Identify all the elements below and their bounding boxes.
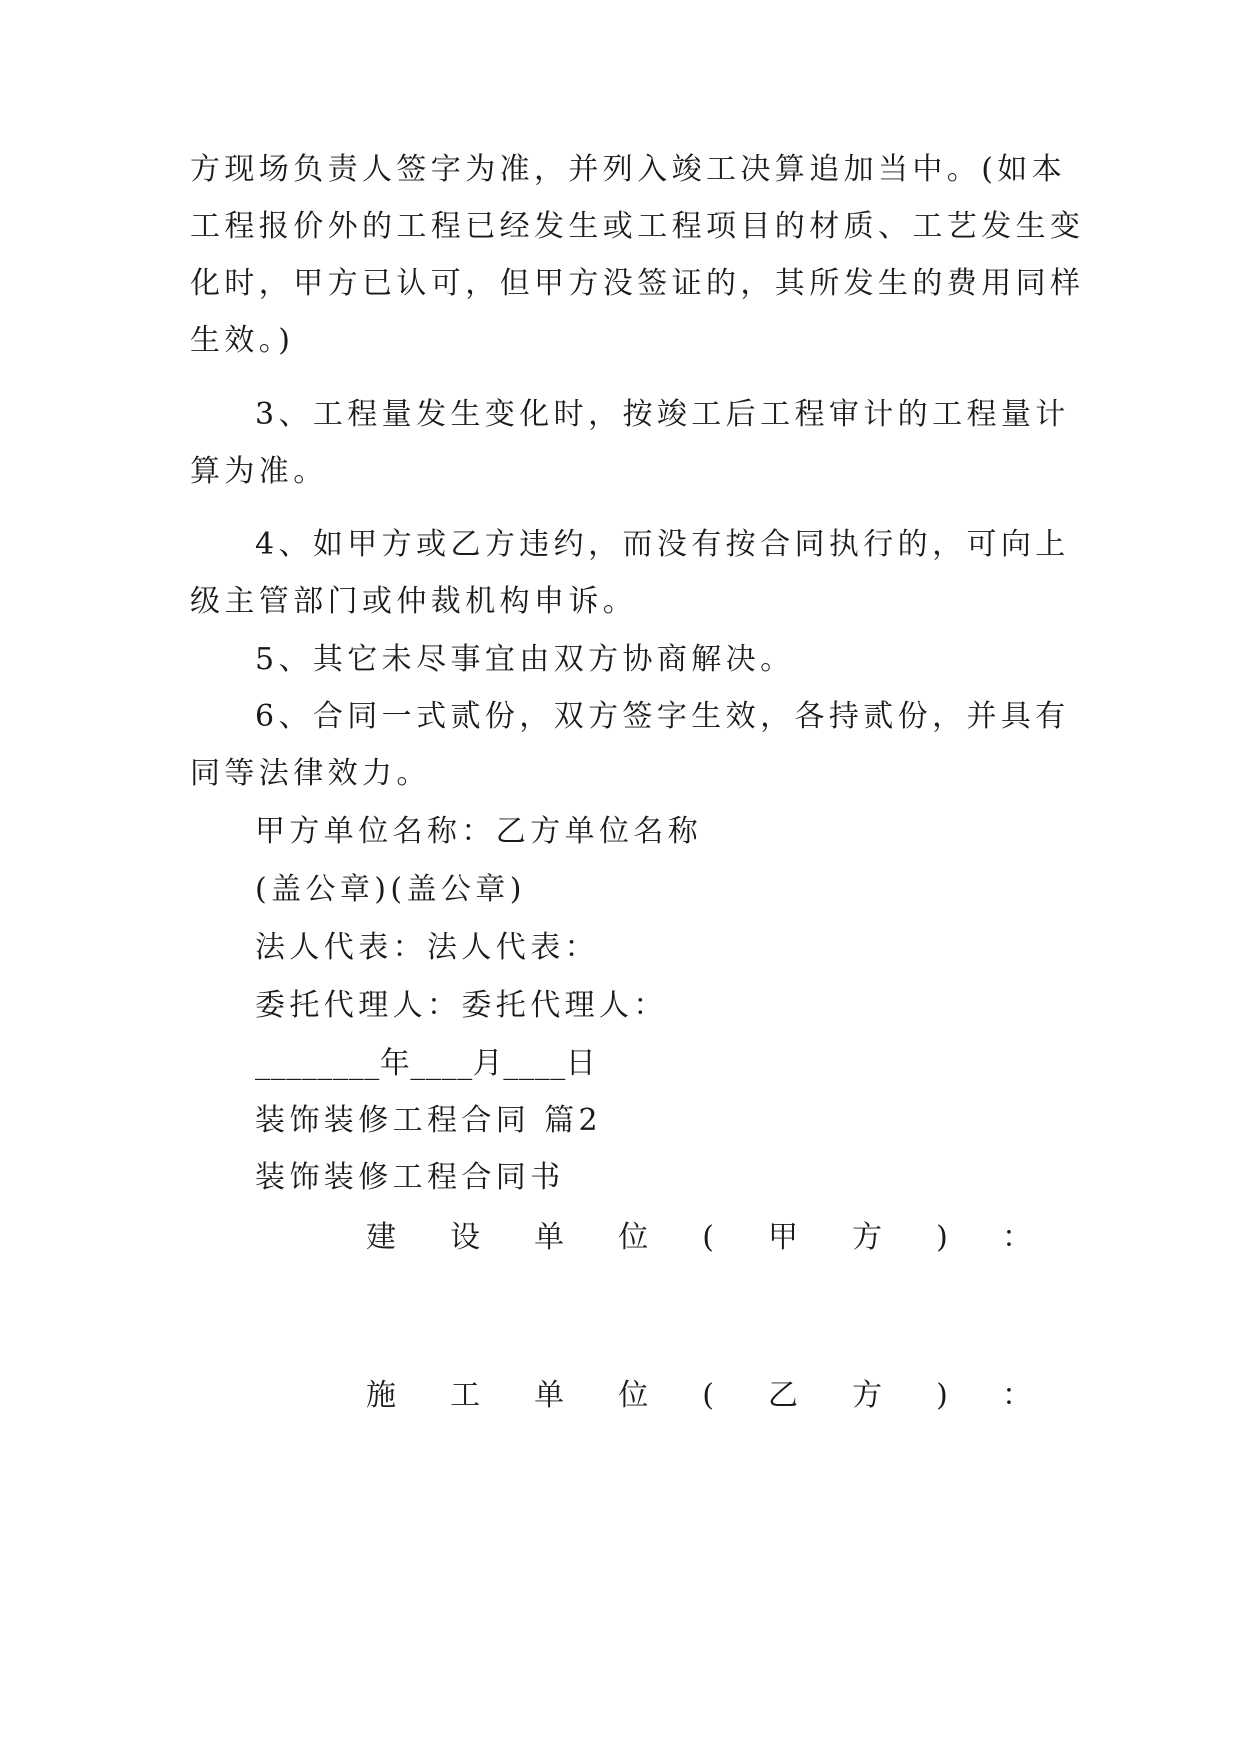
party-b-char: 施 (366, 1378, 396, 1413)
party-b-char: 方 (852, 1378, 883, 1413)
party-a-char: ( (702, 1220, 714, 1255)
body-line: 级主管部门或仲裁机构申诉。 (190, 584, 638, 619)
date-line: ________年____月____日 (255, 1046, 597, 1081)
party-names-line: 甲方单位名称：乙方单位名称 (255, 814, 703, 849)
agent-line: 委托代理人：委托代理人： (255, 988, 668, 1023)
party-a-char: 甲 (768, 1220, 799, 1255)
party-b-label (366, 1376, 1032, 1416)
party-b-char: 乙 (768, 1378, 799, 1413)
clause-6-line: 6、合同一式贰份，双方签字生效，各持贰份，并具有 (255, 699, 1070, 734)
body-line: 生效。) (190, 323, 295, 358)
seal-line: (盖公章)(盖公章) (255, 872, 526, 907)
body-line: 算为准。 (190, 454, 328, 489)
contract-title: 装饰装修工程合同书 (255, 1160, 565, 1195)
clause-4-line: 4、如甲方或乙方违约，而没有按合同执行的，可向上 (255, 527, 1070, 562)
clause-5-line: 5、其它未尽事宜由双方协商解决。 (255, 642, 795, 677)
party-b-char: ( (702, 1378, 714, 1413)
party-a-label (366, 1218, 1032, 1258)
section-heading: 装饰装修工程合同 篇2 (255, 1103, 603, 1138)
body-line: 工程报价外的工程已经发生或工程项目的材质、工艺发生变 (190, 209, 1085, 244)
body-line: 化时，甲方已认可，但甲方没签证的，其所发生的费用同样 (190, 266, 1085, 301)
party-a-char: ) (936, 1220, 948, 1255)
party-b-char: 单 (534, 1378, 565, 1413)
clause-3-line: 3、工程量发生变化时，按竣工后工程审计的工程量计 (255, 397, 1070, 432)
party-b-char: 工 (450, 1378, 481, 1413)
party-a-char: 建 (366, 1220, 396, 1255)
party-b-char: ： (1001, 1378, 1032, 1413)
party-a-char: ： (1001, 1220, 1032, 1255)
party-a-char: 位 (618, 1220, 649, 1255)
party-a-char: 方 (852, 1220, 883, 1255)
party-a-char: 设 (450, 1220, 481, 1255)
party-b-char: 位 (618, 1378, 649, 1413)
party-a-char: 单 (534, 1220, 565, 1255)
legal-rep-line: 法人代表：法人代表： (255, 930, 599, 965)
body-line: 同等法律效力。 (190, 756, 431, 791)
party-b-char: ) (936, 1378, 948, 1413)
body-line: 方现场负责人签字为准，并列入竣工决算追加当中。(如本 (190, 152, 1067, 187)
